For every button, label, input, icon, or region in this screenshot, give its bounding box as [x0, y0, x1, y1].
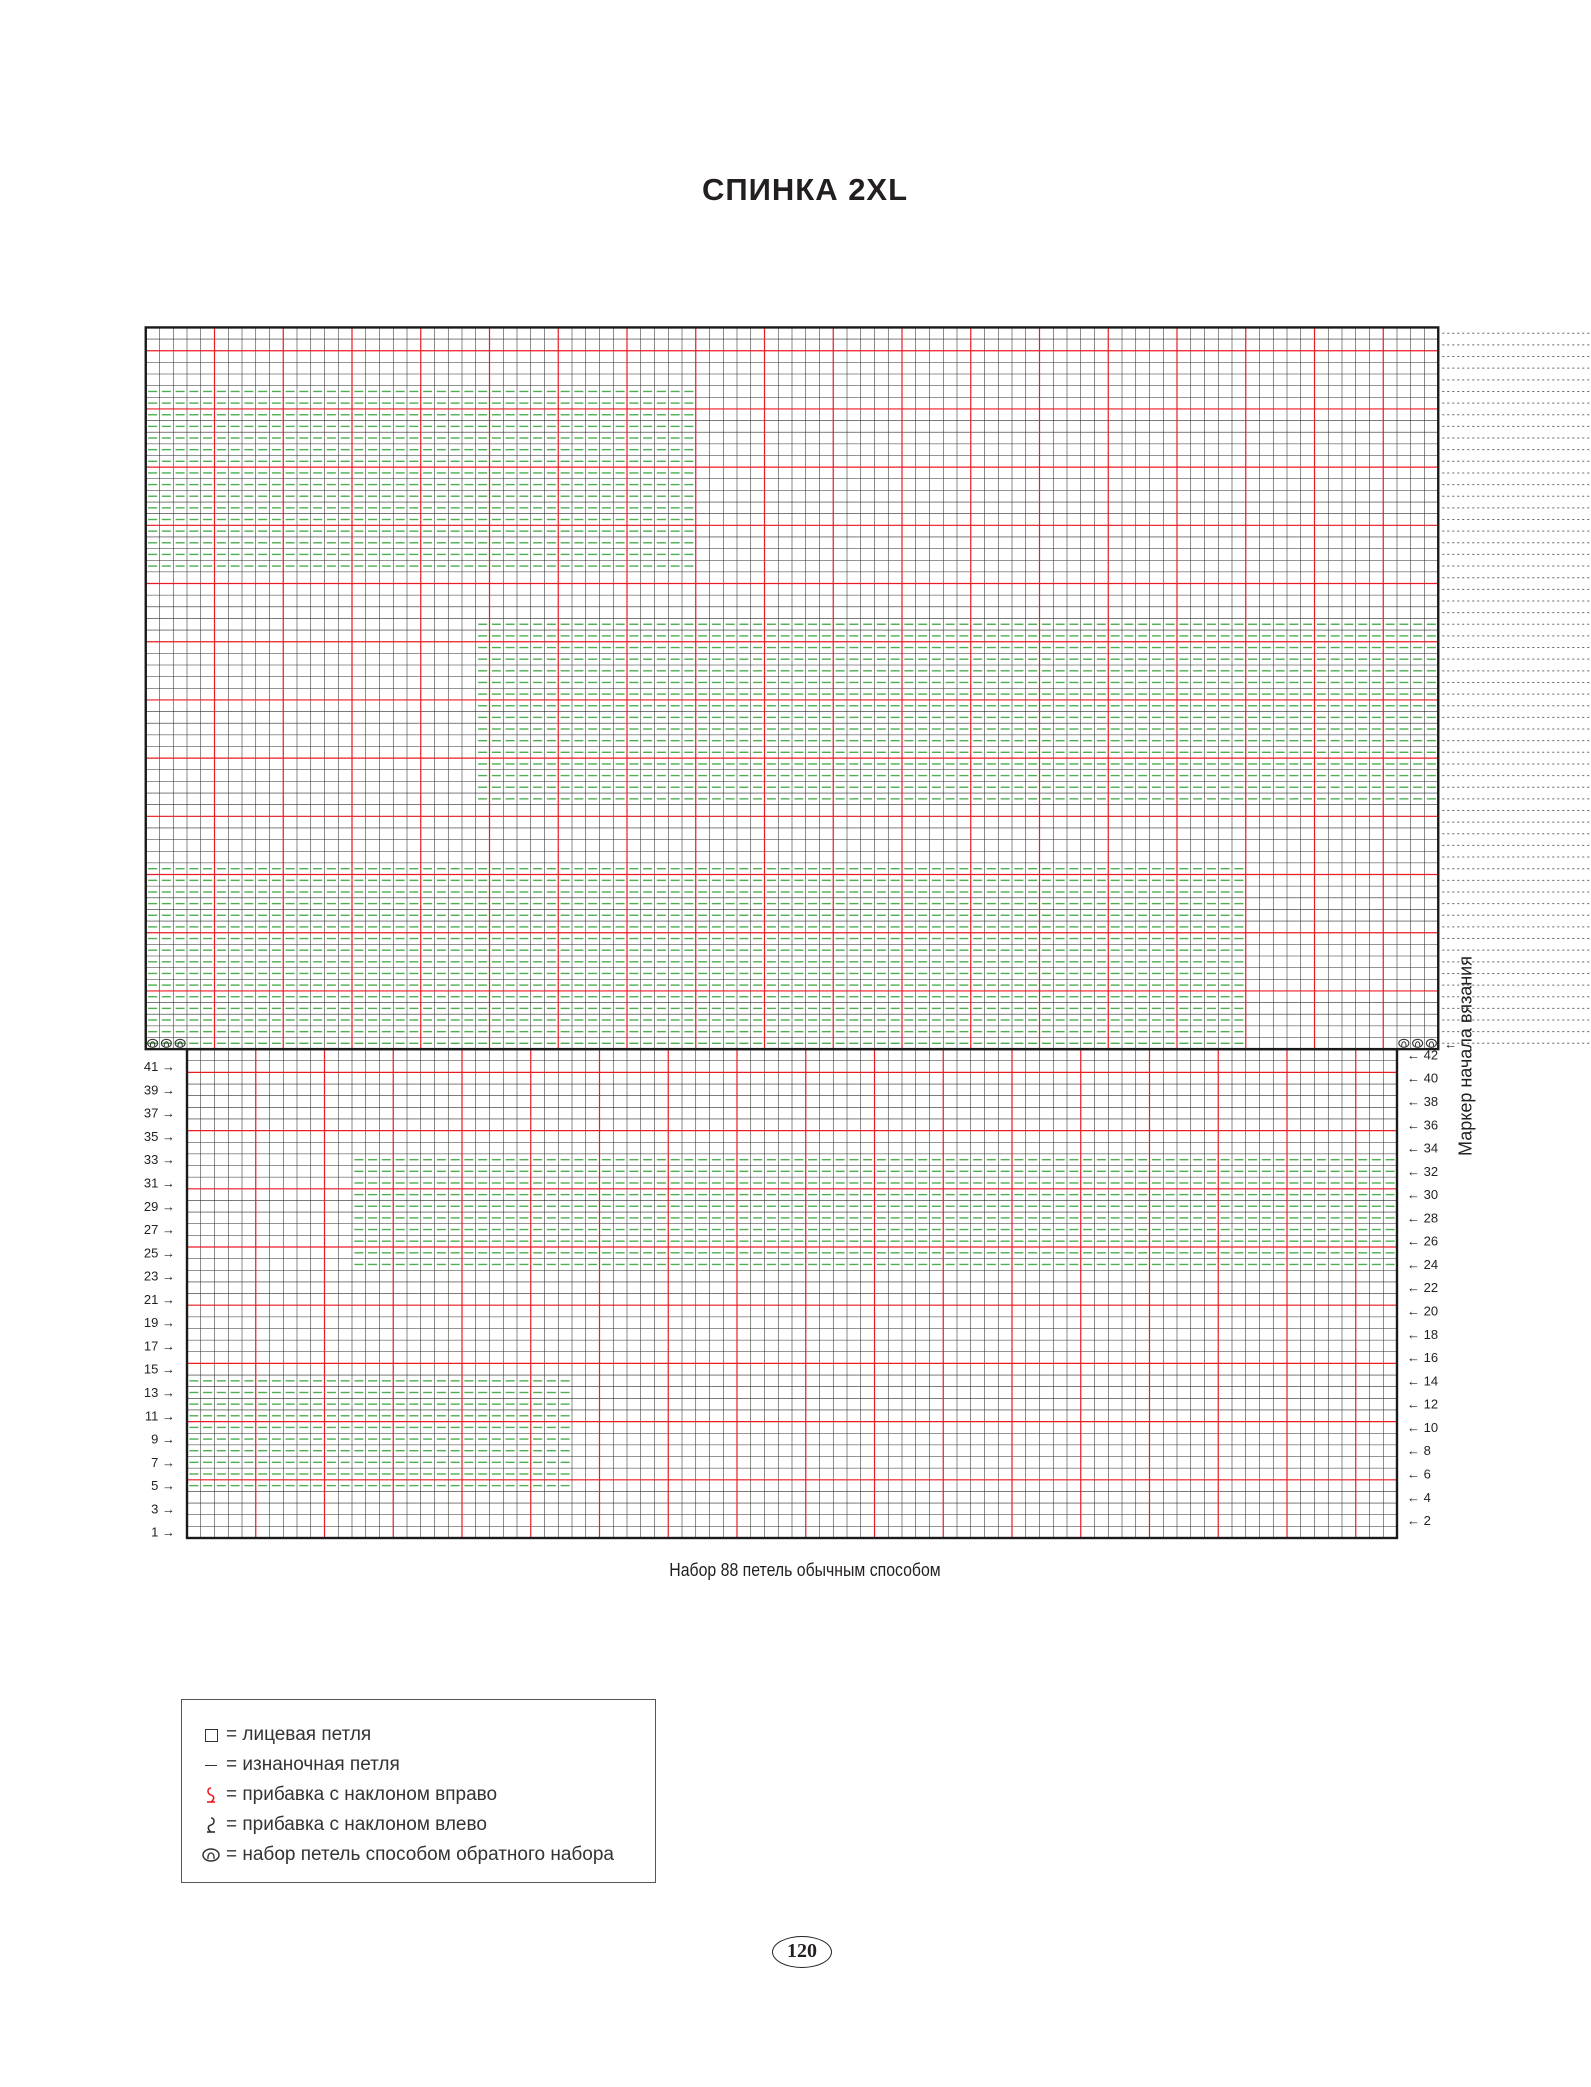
row-label-wrong-side: ← 14 [1407, 1373, 1439, 1389]
row-label-right-side: 27 → [143, 1222, 175, 1238]
start-marker-arrow: ← [1444, 1036, 1458, 1052]
legend-text: = изнаночная петля [226, 1754, 400, 1775]
row-label-right-side: 23 → [143, 1268, 175, 1284]
row-label-right-side: 11 → [144, 1408, 175, 1424]
row-label-wrong-side: ← 36 [1407, 1117, 1439, 1133]
dash-icon [200, 1765, 222, 1766]
row-label-wrong-side: ← 38 [1407, 1094, 1439, 1109]
row-label-right-side: 3 → [151, 1501, 175, 1517]
page-title: СПИНКА 2XL [701, 172, 909, 207]
legend-text: = лицевая петля [226, 1724, 372, 1745]
row-label-right-side: 31 → [143, 1175, 175, 1191]
legend-item [200, 1750, 655, 1780]
increase-right-icon [200, 1786, 222, 1804]
row-label-wrong-side: ← 40 [1407, 1070, 1439, 1086]
row-label-right-side: 17 → [143, 1338, 175, 1354]
legend-item [200, 1840, 655, 1870]
row-label-right-side: 41 → [143, 1059, 175, 1075]
row-label-wrong-side: ← 12 [1407, 1396, 1439, 1412]
row-label-wrong-side: ← 16 [1407, 1350, 1439, 1366]
row-label-wrong-side: ← 32 [1407, 1163, 1439, 1179]
row-label-right-side: 7 → [151, 1454, 175, 1470]
row-label-right-side: 1 → [151, 1524, 175, 1540]
square-icon [200, 1729, 222, 1742]
row-label-right-side: 29 → [143, 1198, 175, 1214]
row-label-wrong-side: ← 30 [1407, 1187, 1439, 1203]
legend-text: = набор петель способом обратного набора [226, 1844, 614, 1865]
row-label-right-side: 15 → [143, 1361, 175, 1377]
legend-text: = прибавка с наклоном влево [226, 1814, 487, 1835]
row-label-right-side: 35 → [143, 1128, 175, 1144]
page-number: 120 [772, 1936, 832, 1968]
legend-item [200, 1810, 655, 1840]
row-label-wrong-side: ← 22 [1407, 1280, 1439, 1296]
legend-box [181, 1699, 656, 1883]
row-label-wrong-side: ← 26 [1407, 1233, 1439, 1249]
row-label-right-side: 21 → [143, 1291, 175, 1307]
row-label-wrong-side: ← 18 [1407, 1326, 1439, 1342]
upper-chart [146, 327, 1439, 1049]
start-marker-text: Маркер начала вязания [1455, 956, 1476, 1156]
cast-on-caption: Набор 88 петель обычным способом [669, 1560, 941, 1580]
row-label-right-side: 5 → [151, 1478, 175, 1494]
backward-cast-on-icon [200, 1847, 222, 1863]
row-label-wrong-side: ← 8 [1407, 1443, 1431, 1459]
row-label-right-side: 33 → [143, 1152, 175, 1168]
lower-chart [187, 1049, 1397, 1538]
row-label-wrong-side: ← 24 [1407, 1256, 1439, 1272]
row-label-wrong-side: ← 6 [1407, 1466, 1431, 1482]
legend-text: = прибавка с наклоном вправо [226, 1784, 498, 1805]
legend-item [200, 1780, 655, 1810]
continuation-lines [1442, 333, 1591, 1043]
row-label-right-side: 37 → [143, 1105, 175, 1121]
row-label-wrong-side: ← 2 [1407, 1513, 1431, 1529]
row-label-wrong-side: ← 10 [1407, 1419, 1439, 1435]
row-label-right-side: 19 → [143, 1315, 175, 1331]
row-label-right-side: 39 → [143, 1082, 175, 1098]
row-label-wrong-side: ← 42 [1407, 1047, 1439, 1063]
row-label-wrong-side: ← 4 [1407, 1489, 1431, 1505]
row-label-wrong-side: ← 20 [1407, 1303, 1439, 1319]
row-label-right-side: 13 → [143, 1385, 175, 1400]
increase-left-icon [200, 1816, 222, 1834]
row-label-wrong-side: ← 28 [1407, 1210, 1439, 1226]
row-label-wrong-side: ← 34 [1407, 1140, 1439, 1156]
row-label-right-side: 25 → [143, 1245, 175, 1261]
legend-item [200, 1720, 655, 1750]
row-label-right-side: 9 → [151, 1431, 175, 1447]
